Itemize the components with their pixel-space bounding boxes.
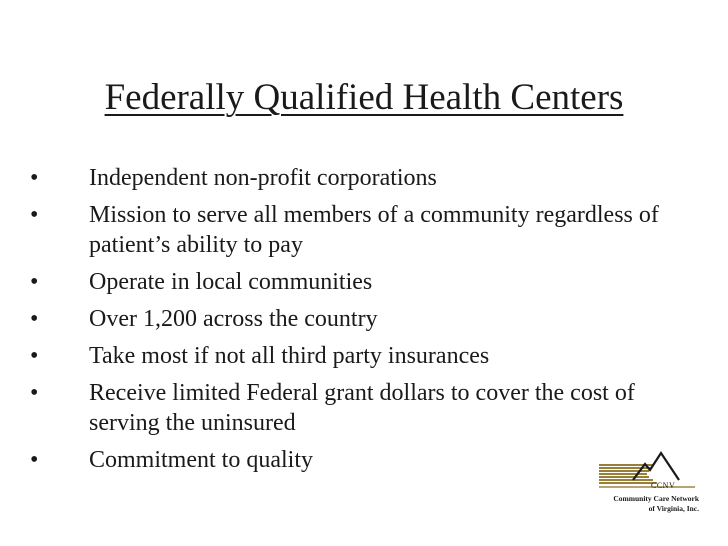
ccnv-logo [595,450,699,522]
mountain-stripes-icon [595,450,699,494]
bullet-icon: • [30,447,39,473]
bullet-text: Over 1,200 across the country [89,306,378,332]
slide-title: Federally Qualified Health Centers [104,77,624,118]
bullet-item [30,200,670,260]
logo-stripes [599,465,695,487]
bullet-text: Independent non-profit corporations [89,165,437,191]
bullet-item [30,163,670,193]
bullet-item [30,341,670,371]
logo-mountain [633,453,679,480]
logo-abbrev: CCNV [651,481,676,490]
bullet-icon: • [30,343,39,369]
bullet-text: Mission to serve all members of a community regardless of patient’s ability to pay [89,202,659,258]
bullet-icon: • [30,202,39,228]
bullet-item [30,267,670,297]
bullet-text: Commitment to quality [89,447,313,473]
bullet-text: Take most if not all third party insurances [89,343,490,369]
bullet-icon: • [30,306,39,332]
bullet-list [30,163,670,482]
bullet-icon: • [30,269,39,295]
logo-name-line1: Community Care Network [613,494,699,503]
bullet-icon: • [30,380,39,406]
bullet-item [30,378,670,438]
bullet-item [30,445,670,475]
logo-name-line2: of Virginia, Inc. [648,504,699,513]
bullet-text: Operate in local communities [89,269,373,295]
bullet-text: Receive limited Federal grant dollars to cover the cost of serving the uninsured [89,380,635,436]
bullet-item [30,304,670,334]
bullet-icon: • [30,165,39,191]
